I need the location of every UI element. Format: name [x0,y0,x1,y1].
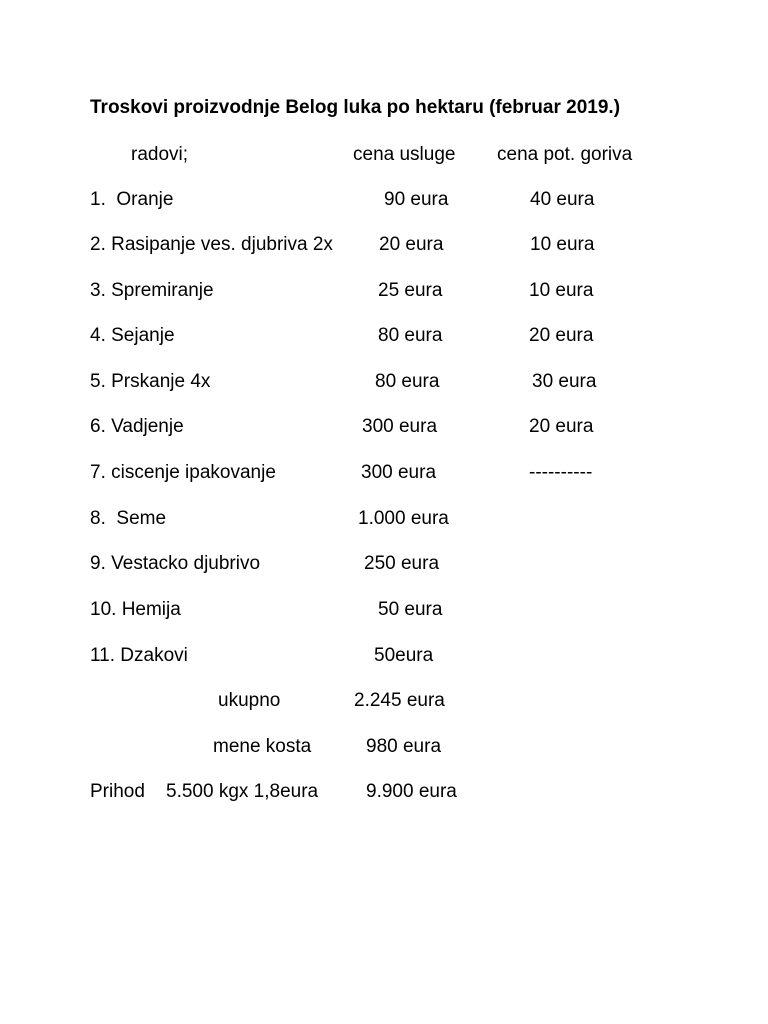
header-service-price: cena usluge [353,144,456,165]
header-works: radovi; [131,144,189,165]
row-fuel: 40 eura [530,189,595,210]
less-value: 980 eura [366,736,442,757]
row-service: 300 eura [361,462,437,483]
row-label: 10. Hemija [90,599,181,620]
row-service: 90 eura [384,189,449,210]
header-fuel-price: cena pot. goriva [497,144,633,165]
row-service: 80 eura [375,371,440,392]
less-label: mene kosta [213,736,312,757]
income-label: Prihod [90,781,145,802]
row-service: 50eura [374,645,434,666]
row-service: 80 eura [378,325,443,346]
row-service: 50 eura [378,599,443,620]
row-label: 7. ciscenje ipakovanje [90,462,276,483]
income-detail: 5.500 kgx 1,8eura [166,781,319,802]
row-label: 1. Oranje [90,189,174,210]
row-fuel: 10 eura [529,280,594,301]
row-service: 250 eura [364,553,440,574]
income-value: 9.900 eura [366,781,457,802]
document-title: Troskovi proizvodnje Belog luka po hektaru (februar 2019.) [90,97,621,118]
row-service: 20 eura [379,234,444,255]
row-fuel: 20 eura [529,416,594,437]
row-label: 9. Vestacko djubrivo [90,553,261,574]
total-value: 2.245 eura [354,690,445,711]
row-label: 4. Sejanje [90,325,175,346]
row-label: 8. Seme [90,508,167,529]
row-fuel: 20 eura [529,325,594,346]
row-label: 11. Dzakovi [90,645,188,666]
row-fuel: 30 eura [532,371,597,392]
row-fuel: 10 eura [530,234,595,255]
row-service: 25 eura [378,280,443,301]
row-label: 5. Prskanje 4x [90,371,211,392]
row-label: 2. Rasipanje ves. djubriva 2x [90,234,333,255]
row-label: 6. Vadjenje [90,416,184,437]
row-service: 300 eura [362,416,438,437]
row-service: 1.000 eura [358,508,449,529]
row-fuel: ---------- [529,462,593,483]
total-label: ukupno [218,690,281,711]
row-label: 3. Spremiranje [90,280,214,301]
